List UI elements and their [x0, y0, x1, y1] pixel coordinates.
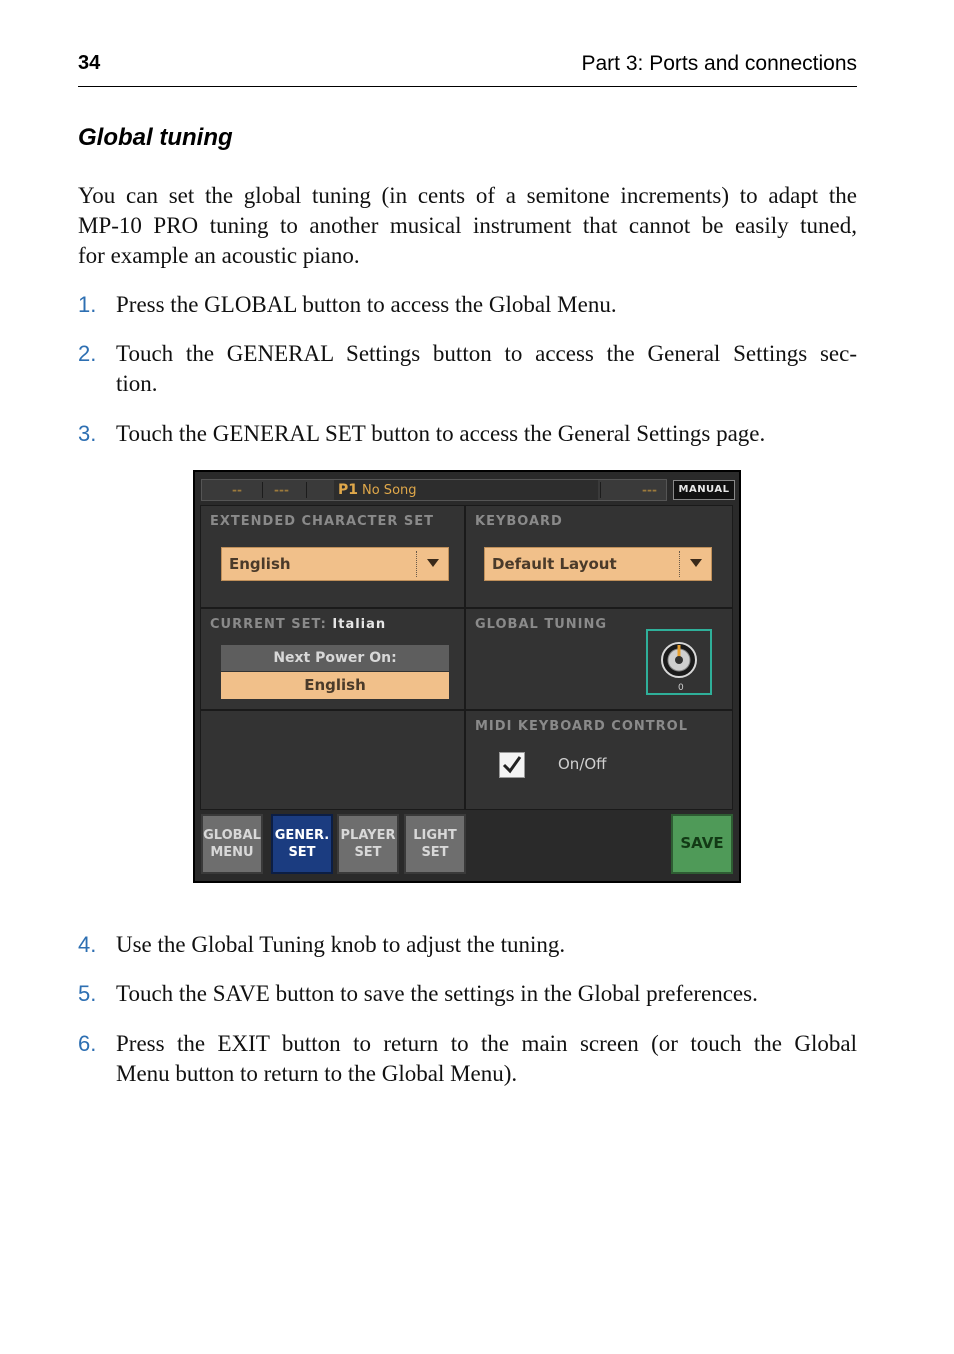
status-bar [201, 479, 667, 501]
global-tuning-label: GLOBAL TUNING [475, 617, 608, 632]
checkmark-icon [500, 753, 524, 777]
save-button[interactable]: SAVE [671, 814, 733, 874]
global-tuning-knob[interactable] [646, 629, 712, 695]
step-text: Touch the GENERAL SET button to access the General Settings page. [116, 421, 766, 446]
running-head: Part 3: Ports and connections [581, 52, 857, 75]
step-4 [78, 930, 857, 960]
current-set-panel [200, 608, 465, 710]
tab-player-set[interactable]: PLAYER SET [337, 814, 399, 874]
page-number: 34 [78, 52, 101, 74]
midi-keyboard-control-checkbox[interactable] [499, 752, 525, 778]
midi-keyboard-control-label: MIDI KEYBOARD CONTROL [475, 719, 688, 734]
intro-paragraph [78, 181, 857, 271]
step-number: 4. [78, 932, 97, 957]
step-text: Press the EXIT button to return to the main screen (or touch the Global [116, 1031, 857, 1056]
performance-slot: P1 [338, 482, 359, 498]
keyboard-layout-dropdown[interactable] [484, 547, 712, 581]
step-number: 5. [78, 981, 97, 1006]
next-power-on-label: Next Power On: [221, 645, 449, 671]
step-number: 6. [78, 1031, 97, 1056]
intro-line: for example an acoustic piano. [78, 243, 360, 268]
chevron-down-icon [427, 559, 439, 567]
global-tuning-panel [465, 608, 733, 710]
step-text: Menu button to return to the Global Menu). [116, 1061, 518, 1086]
current-set-label: CURRENT SET: Italian [210, 617, 387, 632]
step-text: Touch the SAVE button to save the settings in the Global preferences. [116, 981, 758, 1006]
manual-mode-badge[interactable]: MANUAL [673, 480, 735, 500]
chevron-down-icon [690, 559, 702, 567]
step-6 [78, 1029, 857, 1089]
step-3 [78, 419, 857, 449]
keyboard-panel [465, 505, 733, 608]
status-dash: -- [232, 483, 242, 497]
tab-general-set[interactable]: GENER. SET [271, 814, 333, 874]
intro-line: MP-10 PRO tuning to another musical instrument that cannot be easily tuned, [78, 213, 857, 238]
status-dash: --- [642, 483, 657, 497]
extended-charset-panel [200, 505, 465, 608]
step-text: tion. [116, 371, 158, 396]
empty-panel [200, 710, 465, 810]
on-off-label: On/Off [558, 755, 607, 773]
header-rule [78, 86, 857, 87]
step-text: Touch the GENERAL Settings button to access the General Settings sec- [116, 341, 857, 366]
extended-charset-label: EXTENDED CHARACTER SET [210, 514, 435, 529]
step-2 [78, 339, 857, 399]
charset-dropdown-value: English [229, 555, 291, 573]
step-number: 2. [78, 341, 97, 366]
charset-dropdown[interactable] [221, 547, 449, 581]
current-set-value: Italian [332, 617, 387, 632]
status-dash: --- [274, 483, 289, 497]
midi-keyboard-control-panel [465, 710, 733, 810]
step-number: 3. [78, 421, 97, 446]
song-name: No Song [362, 483, 417, 498]
section-title: Global tuning [78, 124, 233, 151]
keyboard-label: KEYBOARD [475, 514, 563, 529]
step-1 [78, 290, 857, 320]
next-power-on-value[interactable]: English [221, 672, 449, 699]
step-5 [78, 979, 857, 1009]
step-number: 1. [78, 292, 97, 317]
intro-line: You can set the global tuning (in cents of a semitone increments) to adapt the [78, 183, 857, 208]
keyboard-layout-value: Default Layout [492, 555, 617, 573]
general-settings-screenshot [193, 470, 741, 883]
tab-global-menu[interactable]: GLOBAL MENU [201, 814, 263, 874]
global-tuning-value: 0 [678, 683, 684, 693]
step-text: Press the GLOBAL button to access the Global Menu. [116, 292, 617, 317]
tab-light-set[interactable]: LIGHT SET [404, 814, 466, 874]
step-text: Use the Global Tuning knob to adjust the tuning. [116, 932, 566, 957]
